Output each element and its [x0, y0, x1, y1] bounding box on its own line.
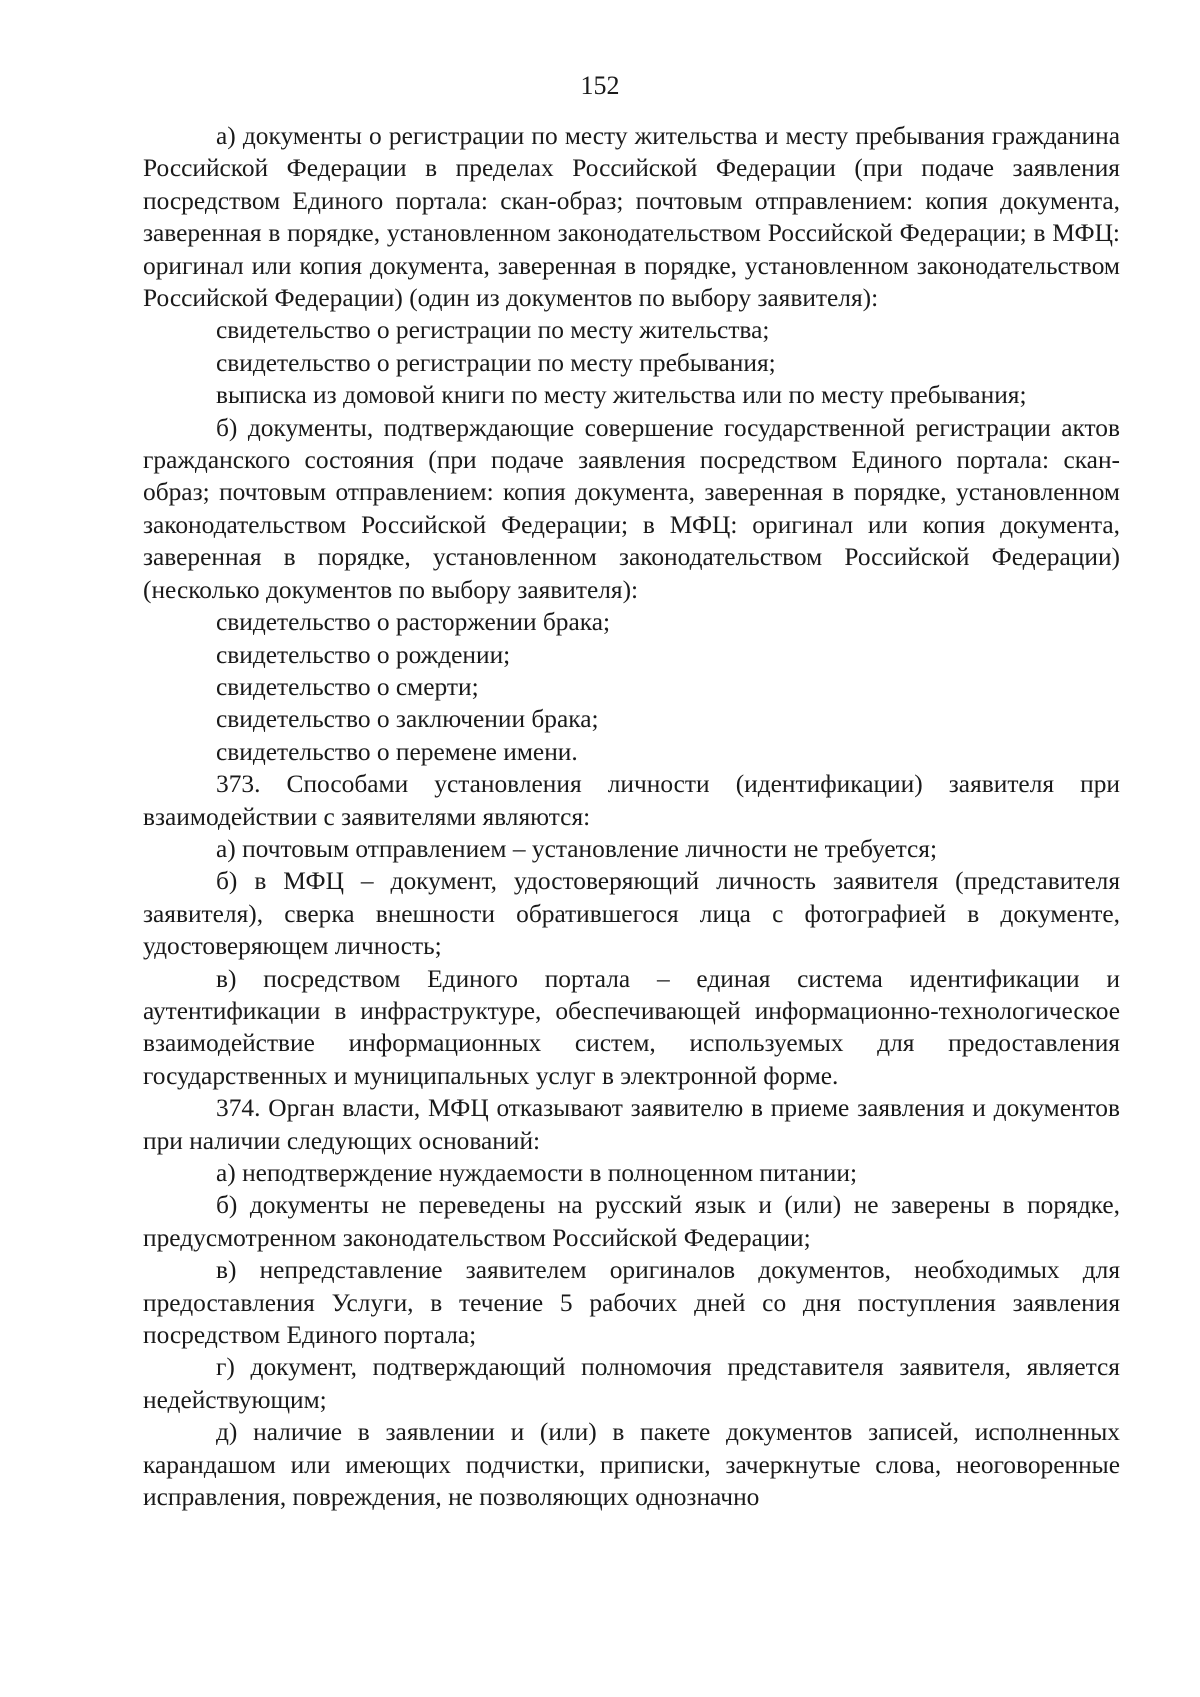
- list-item-birth-certificate: свидетельство о рождении;: [216, 640, 511, 669]
- section-374-refusal-grounds: 374. Орган власти, МФЦ отказывают заявителю в приеме заявления и документов при наличии следующих оснований:: [143, 1094, 1120, 1155]
- section-374-item-g: г) документ, подтверждающий полномочия представителя заявителя, является недействующим;: [143, 1353, 1120, 1414]
- section-374-item-a: а) неподтверждение нуждаемости в полноценном питании;: [216, 1159, 858, 1187]
- list-item-name-change-certificate: свидетельство о перемене имени.: [216, 737, 578, 766]
- paragraph-a-residence-documents: а) документы о регистрации по месту жительства и месту пребывания гражданина Российской Федерации в пределах Российской Федерации (при подаче заявления посредством Единого портала: скан-образ; почтовым отправлением: копия документа, заверенная в порядке, установленном законодательством Российской Федерации; в МФЦ: оригинал или копия документа, заверенная в порядке, установленном законодательством Российской Федерации) (один из документов по выбору заявителя):: [143, 122, 1120, 313]
- list-item-house-book-extract: выписка из домовой книги по месту жительства или по месту пребывания;: [216, 381, 1027, 410]
- section-373-item-a: а) почтовым отправлением – установление личности не требуется;: [216, 834, 938, 863]
- list-item-death-certificate: свидетельство о смерти;: [216, 672, 479, 701]
- section-374-item-b: б) документы не переведены на русский язык и (или) не заверены в порядке, предусмотренном законодательством Российской Федерации;: [143, 1191, 1120, 1252]
- document-body: [143, 120, 1120, 1513]
- page-number: 152: [580, 71, 620, 100]
- paragraph-b-civil-status-documents: б) документы, подтверждающие совершение государственной регистрации актов гражданского состояния (при подаче заявления посредством Единого портала: скан-образ; почтовым отправлением: копия документа, заверенная в порядке, установленном законодательством Российской Федерации; в МФЦ: оригинал или копия документа, заверенная в порядке, установленном законодательством Российской Федерации) (несколько документов по выбору заявителя):: [143, 413, 1120, 604]
- section-374-item-d: д) наличие в заявлении и (или) в пакете документов записей, исполненных карандашом или имеющих подчистки, приписки, зачеркнутые слова, неоговоренные исправления, повреждения, не позволяющих однозначно: [143, 1418, 1120, 1512]
- section-373-identification: 373. Способами установления личности (идентификации) заявителя при взаимодействии с заявителями являются:: [143, 770, 1120, 831]
- section-373-item-b: б) в МФЦ – документ, удостоверяющий личность заявителя (представителя заявителя), сверка внешности обратившегося лица с фотографией в документе, удостоверяющем личность;: [143, 867, 1120, 961]
- list-item-registration-stay: свидетельство о регистрации по месту пребывания;: [216, 348, 776, 377]
- section-374-item-v: в) непредставление заявителем оригиналов документов, необходимых для предоставления Услуги, в течение 5 рабочих дней со дня поступления заявления посредством Единого портала;: [143, 1256, 1120, 1350]
- list-item-divorce-certificate: свидетельство о расторжении брака;: [216, 608, 611, 637]
- list-item-registration-residence: свидетельство о регистрации по месту жительства;: [216, 316, 770, 345]
- section-373-item-v: в) посредством Единого портала – единая система идентификации и аутентификации в инфраструктуре, обеспечивающей информационно-технологическое взаимодействие информационных систем, используемых для предоставления государственных и муниципальных услуг в электронной форме.: [143, 964, 1120, 1090]
- list-item-marriage-certificate: свидетельство о заключении брака;: [216, 705, 599, 734]
